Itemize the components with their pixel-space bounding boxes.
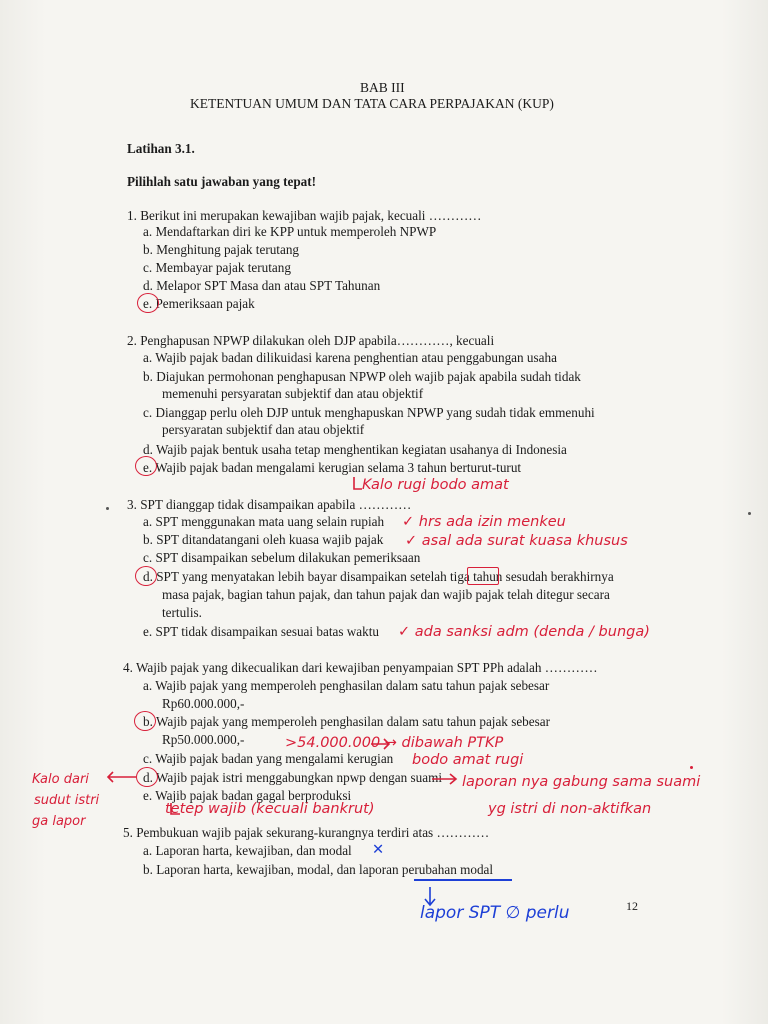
option-3a: a. SPT menggunakan mata uang selain rupiah: [143, 514, 385, 529]
question-4: 4. Wajib pajak yang dikecualikan dari kewajiban penyampaian SPT PPh adalah …………: [123, 660, 598, 675]
option-4d: d. Wajib pajak istri menggabungkan npwp dengan suami: [143, 770, 443, 785]
option-2b-cont: memenuhi persyaratan subjektif dan atau objektif: [162, 386, 424, 401]
option-2c: c. Dianggap perlu oleh DJP untuk menghapuskan NPWP yang sudah tidak emmenuhi: [143, 405, 595, 420]
handwritten-note: bodo amat rugi: [412, 752, 524, 768]
option-4b-cont: Rp50.000.000,-: [162, 732, 245, 747]
option-5a: a. Laporan harta, kewajiban, dan modal: [143, 843, 352, 858]
handwritten-note: tetep wajib (kecuali bankrut): [165, 801, 375, 817]
option-3e: e. SPT tidak disampaikan sesuai batas waktu: [143, 624, 379, 639]
option-3b: b. SPT ditandatangani oleh kuasa wajib pajak: [143, 532, 384, 547]
option-1a: a. Mendaftarkan diri ke KPP untuk memperoleh NPWP: [143, 224, 437, 239]
question-5: 5. Pembukuan wajib pajak sekurang-kurangnya terdiri atas …………: [123, 825, 490, 840]
exercise-instruction: Pilihlah satu jawaban yang tepat!: [127, 174, 317, 189]
question-1: 1. Berikut ini merupakan kewajiban wajib pajak, kecuali …………: [127, 208, 482, 223]
handwritten-note: >54.000.000 → dibawah PTKP: [285, 735, 504, 751]
chapter-heading: BAB III: [360, 80, 405, 95]
option-3d-cont: tertulis.: [162, 605, 202, 620]
handwritten-note: Kalo dari: [32, 772, 89, 787]
handwritten-note: ✓ asal ada surat kuasa khusus: [405, 533, 628, 549]
question-3: 3. SPT dianggap tidak disampaikan apabila …………: [127, 497, 412, 512]
exercise-label: Latihan 3.1.: [127, 141, 195, 156]
option-1e: e. Pemeriksaan pajak: [143, 296, 255, 311]
handwritten-note: yg istri di non-aktifkan: [488, 801, 652, 817]
handwritten-note: laporan nya gabung sama suami: [462, 774, 701, 790]
option-1b: b. Menghitung pajak terutang: [143, 242, 300, 257]
option-3c: c. SPT disampaikan sebelum dilakukan pemeriksaan: [143, 550, 421, 565]
option-5b: b. Laporan harta, kewajiban, modal, dan laporan perubahan modal: [143, 862, 494, 877]
option-4e: e. Wajib pajak badan gagal berproduksi: [143, 788, 352, 803]
handwritten-note: ✓ hrs ada izin menkeu: [402, 514, 566, 530]
chapter-title: KETENTUAN UMUM DAN TATA CARA PERPAJAKAN (KUP): [190, 96, 554, 111]
option-4c: c. Wajib pajak badan yang mengalami kerugian: [143, 751, 394, 766]
option-4a-cont: Rp60.000.000,-: [162, 696, 245, 711]
question-2: 2. Penghapusan NPWP dilakukan oleh DJP apabila…………, kecuali: [127, 333, 495, 348]
handwritten-note: ✓ ada sanksi adm (denda / bunga): [398, 624, 650, 640]
handwritten-note: sudut istri: [34, 793, 100, 808]
option-2d: d. Wajib pajak bentuk usaha tetap menghentikan kegiatan usahanya di Indonesia: [143, 442, 567, 457]
handwritten-note: ga lapor: [32, 814, 86, 829]
option-4b: b. Wajib pajak yang memperoleh penghasilan dalam satu tahun pajak sebesar: [143, 714, 551, 729]
option-2c-cont: persyaratan subjektif dan atau objektif: [162, 422, 365, 437]
page-number: 12: [626, 899, 638, 913]
option-1c: c. Membayar pajak terutang: [143, 260, 291, 275]
option-3d-cont: masa pajak, bagian tahun pajak, dan tahun pajak dan wajib pajak telah ditegur secara: [162, 587, 610, 602]
option-2b: b. Diajukan permohonan penghapusan NPWP oleh wajib pajak apabila sudah tidak: [143, 369, 581, 384]
handwritten-note: lapor SPT ∅ perlu: [420, 903, 570, 923]
option-1d: d. Melapor SPT Masa dan atau SPT Tahunan: [143, 278, 381, 293]
option-3d: d. SPT yang menyatakan lebih bayar disampaikan setelah tiga tahun sesudah berakhirnya: [143, 569, 614, 584]
option-2a: a. Wajib pajak badan dilikuidasi karena penghentian atau penggabungan usaha: [143, 350, 557, 365]
cross-mark: ✕: [372, 842, 385, 858]
handwritten-note: Kalo rugi bodo amat: [362, 477, 509, 493]
option-2e: e. Wajib pajak badan mengalami kerugian selama 3 tahun berturut-turut: [143, 460, 522, 475]
option-4a: a. Wajib pajak yang memperoleh penghasilan dalam satu tahun pajak sebesar: [143, 678, 550, 693]
